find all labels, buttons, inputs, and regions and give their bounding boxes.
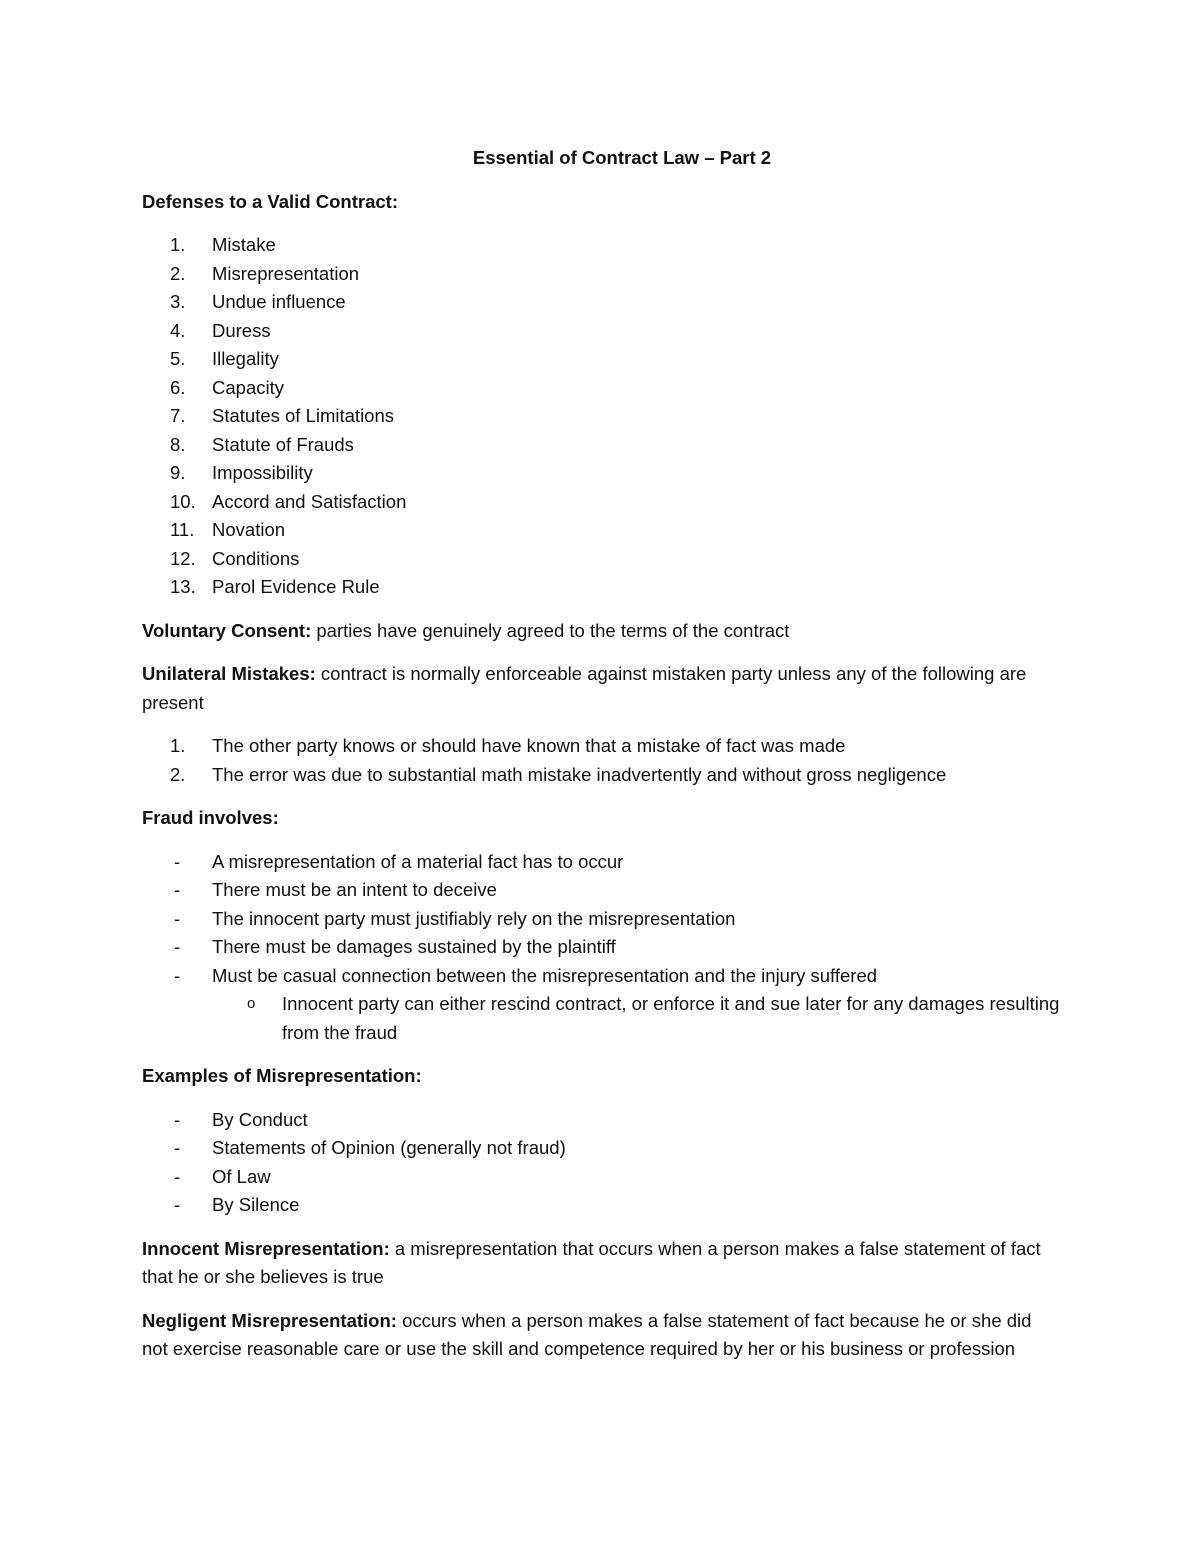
list-item [142, 288, 1062, 317]
fraud-sub-list [212, 990, 1062, 1047]
list-item-text: Undue influence [212, 291, 346, 312]
list-item [142, 732, 1062, 761]
list-item-text: There must be an intent to deceive [212, 879, 497, 900]
list-item [142, 402, 1062, 431]
list-item [142, 848, 1062, 877]
unilateral-mistakes-definition: contract is normally enforceable against mistaken party unless any of the following are present [142, 663, 1027, 713]
list-item [142, 1106, 1062, 1135]
list-item-text: Accord and Satisfaction [212, 490, 407, 512]
list-item-text: Illegality [212, 348, 279, 369]
list-item [142, 231, 1062, 260]
list-item [142, 1163, 1062, 1192]
list-number: 1. [170, 735, 186, 756]
list-item-text: There must be damages sustained by the plaintiff [212, 936, 616, 957]
list-item-text: The innocent party must justifiably rely on the misrepresentation [212, 907, 736, 929]
list-item-text: Misrepresentation [212, 262, 360, 284]
list-item [142, 905, 1062, 934]
document-body [142, 144, 1062, 1379]
unilateral-mistakes-term: Unilateral Mistakes: [142, 663, 316, 684]
list-number: 11. [170, 519, 195, 540]
examples-list [142, 1106, 1062, 1220]
list-item-text: Statements of Opinion (generally not fraud) [212, 1137, 566, 1158]
fraud-list [142, 848, 1062, 1048]
dash-bullet: - [174, 850, 181, 872]
dash-bullet: - [174, 1137, 181, 1158]
voluntary-consent-paragraph [142, 617, 1062, 646]
innocent-misrepresentation-paragraph [142, 1235, 1062, 1292]
list-number: 13. [170, 576, 196, 597]
dash-bullet: - [174, 936, 181, 957]
list-number: 2. [170, 262, 186, 284]
list-item [142, 761, 1062, 790]
list-number: 6. [170, 376, 186, 398]
list-item [142, 345, 1062, 374]
list-item-text: Statute of Frauds [212, 433, 354, 455]
dash-bullet: - [174, 1194, 181, 1215]
unilateral-mistakes-list [142, 732, 1062, 789]
list-number: 7. [170, 405, 186, 426]
list-item-text: Capacity [212, 376, 284, 398]
list-number: 10. [170, 490, 196, 512]
list-item-text: Must be casual connection between the misrepresentation and the injury suffered [212, 964, 878, 986]
dash-bullet: - [174, 964, 181, 986]
fraud-heading: Fraud involves: [142, 807, 279, 828]
list-number: 1. [170, 234, 186, 255]
list-item-text: The other party knows or should have known that a mistake of fact was made [212, 735, 846, 756]
list-item-text: Statutes of Limitations [212, 405, 395, 426]
list-item-text: Duress [212, 319, 271, 341]
list-item-text: Parol Evidence Rule [212, 576, 380, 597]
list-number: 12. [170, 547, 196, 569]
examples-heading: Examples of Misrepresentation: [142, 1065, 422, 1086]
list-item [142, 545, 1062, 574]
list-item-text: Conditions [212, 547, 300, 569]
list-item [142, 260, 1062, 289]
negligent-misrepresentation-definition: occurs when a person makes a false statement of fact because he or she did not exercise reasonable care or use the skill and competence required by her or his business or profession [142, 1309, 1032, 1359]
innocent-misrepresentation-definition: a misrepresentation that occurs when a person makes a false statement of fact that he or she believes is true [142, 1237, 1041, 1287]
voluntary-consent-term: Voluntary Consent: [142, 619, 312, 641]
list-item-text: Impossibility [212, 462, 313, 483]
dash-bullet: - [174, 1165, 181, 1187]
dash-bullet: - [174, 1108, 181, 1130]
list-item [142, 933, 1062, 962]
list-item-text: By Silence [212, 1194, 300, 1215]
list-item [142, 1191, 1062, 1220]
list-item-text: Of Law [212, 1165, 271, 1187]
page-title: Essential of Contract Law – Part 2 [472, 147, 772, 168]
list-item-text: Mistake [212, 234, 276, 255]
list-number: 8. [170, 433, 186, 455]
list-number: 9. [170, 462, 186, 483]
dash-bullet: - [174, 907, 181, 929]
list-item [142, 374, 1062, 403]
list-item [142, 573, 1062, 602]
circle-bullet: o [247, 995, 256, 1012]
list-item-text: A misrepresentation of a material fact has to occur [212, 850, 624, 872]
list-item-text: By Conduct [212, 1108, 308, 1130]
list-number: 4. [170, 319, 186, 341]
list-number: 5. [170, 348, 186, 369]
list-item-text: Novation [212, 519, 286, 540]
list-item [142, 1134, 1062, 1163]
list-item [142, 488, 1062, 517]
dash-bullet: - [174, 879, 181, 900]
list-item [142, 876, 1062, 905]
list-number: 2. [170, 763, 186, 785]
defenses-list [142, 231, 1062, 602]
unilateral-mistakes-paragraph [142, 660, 1062, 717]
list-item [142, 317, 1062, 346]
list-item [142, 962, 1062, 1048]
list-item-text: The error was due to substantial math mistake inadvertently and without gross negligence [212, 763, 947, 785]
negligent-misrepresentation-paragraph [142, 1307, 1062, 1364]
negligent-misrepresentation-term: Negligent Misrepresentation: [142, 1309, 397, 1331]
list-number: 3. [170, 291, 186, 312]
list-item [142, 431, 1062, 460]
sub-list-item [212, 990, 1062, 1047]
list-item [142, 459, 1062, 488]
sub-list-item-text: Innocent party can either rescind contract, or enforce it and sue later for any damages resulting from the fraud [282, 993, 1060, 1043]
list-item [142, 516, 1062, 545]
innocent-misrepresentation-term: Innocent Misrepresentation: [142, 1237, 390, 1259]
voluntary-consent-definition: parties have genuinely agreed to the terms of the contract [311, 619, 790, 641]
defenses-heading: Defenses to a Valid Contract: [142, 190, 398, 212]
